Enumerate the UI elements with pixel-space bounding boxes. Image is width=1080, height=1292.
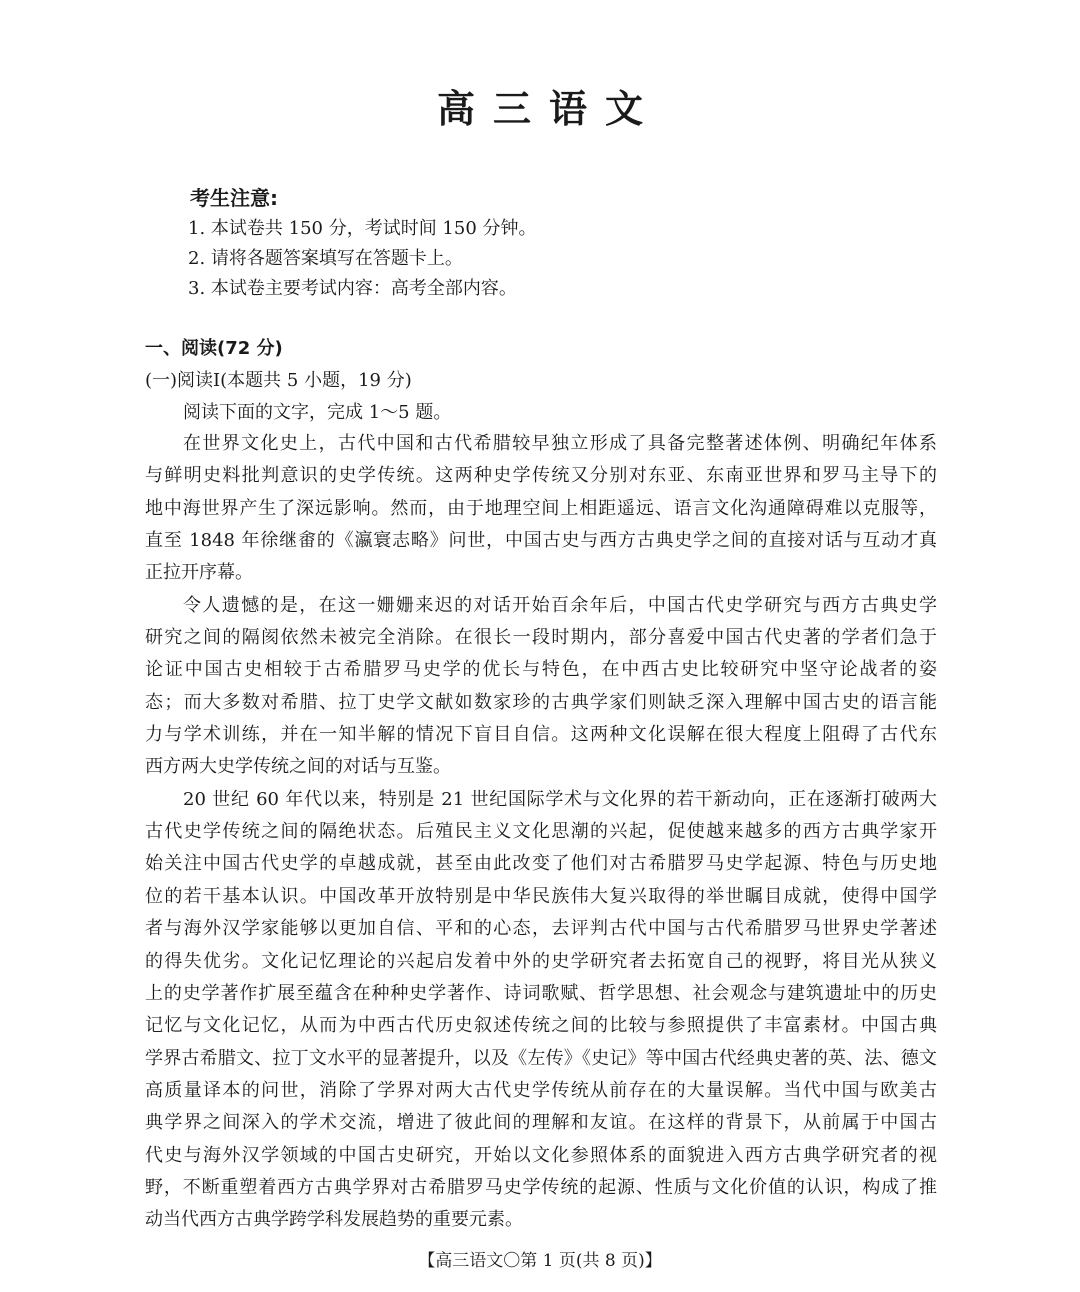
exam-title: 高三语文 [436, 87, 661, 131]
passage-line: 记忆与文化记忆，从而为中西古代历史叙述传统之间的比较与参照提供了丰富素材。中国古典 [145, 1015, 937, 1037]
notice-item: 1. 本试卷共 150 分，考试时间 150 分钟。 [188, 218, 537, 239]
reading-instruction: 阅读下面的文字，完成 1～5 题。 [183, 402, 452, 423]
passage-line: 高质量译本的问世，消除了学界对两大古代史学传统从前存在的大量误解。当代中国与欧美古 [145, 1079, 937, 1101]
reading-passage [145, 428, 937, 1237]
passage-line: 在世界文化史上，古代中国和古代希腊较早独立形成了具备完整著述体例、明确纪年体系 [183, 433, 937, 454]
passage-line: 学界古希腊文、拉丁文水平的显著提升，以及《左传》《史记》等中国古代经典史著的英、法、德文 [145, 1047, 937, 1069]
page-footer: 【高三语文〇第 1 页(共 8 页)】 [418, 1251, 662, 1271]
passage-line: 者与海外汉学家能够以更加自信、平和的心态，去评判古代中国与古代希腊罗马世界史学著述 [145, 918, 937, 940]
passage-line: 正拉开序幕。 [145, 562, 253, 584]
section-heading: 一、阅读(72 分) [145, 338, 283, 359]
notice-item: 3. 本试卷主要考试内容：高考全部内容。 [188, 278, 517, 299]
passage-line: 直至 1848 年徐继畬的《瀛寰志略》问世，中国古史与西方古典史学之间的直接对话与互动才真 [145, 530, 937, 552]
passage-line: 始关注中国古代史学的卓越成就，甚至由此改变了他们对古希腊罗马史学起源、特色与历史地 [145, 853, 937, 875]
passage-line: 古代史学传统之间的隔绝状态。后殖民主义文化思潮的兴起，促使越来越多的西方古典学家开 [145, 821, 937, 843]
passage-line: 力与学术训练，并在一知半解的情况下盲目自信。这两种文化误解在很大程度上阻碍了古代东 [145, 724, 937, 746]
passage-line: 的得失优劣。文化记忆理论的兴起启发着中外的史学研究者去拓宽自己的视野，将目光从狭义 [145, 950, 937, 972]
passage-line: 20 世纪 60 年代以来，特别是 21 世纪国际学术与文化界的若干新动向，正在逐渐打破两大 [183, 788, 937, 810]
passage-line: 位的若干基本认识。中国改革开放特别是中华民族伟大复兴取得的举世瞩目成就，使得中国学 [145, 885, 937, 907]
passage-line: 与鲜明史料批判意识的史学传统。这两种史学传统又分别对东亚、东南亚世界和罗马主导下的 [145, 465, 937, 487]
passage-line: 态；而大多数对希腊、拉丁史学文献如数家珍的古典学家们则缺乏深入理解中国古史的语言能 [145, 691, 937, 713]
passage-line: 地中海世界产生了深远影响。然而，由于地理空间上相距遥远、语言文化沟通障碍难以克服等， [145, 497, 937, 519]
passage-line: 西方两大史学传统之间的对话与互鉴。 [145, 756, 451, 778]
notice-heading: 考生注意: [190, 186, 278, 210]
passage-line: 典学界之间深入的学术交流，增进了彼此间的理解和友谊。在这样的背景下，从前属于中国古 [145, 1112, 937, 1134]
subsection-heading: (一)阅读Ⅰ(本题共 5 小题，19 分) [145, 370, 412, 391]
passage-line: 上的史学著作扩展至蕴含在种种史学著作、诗词歌赋、哲学思想、社会观念与建筑遗址中的历史 [145, 982, 937, 1004]
passage-line: 令人遗憾的是，在这一姗姗来迟的对话开始百余年后，中国古代史学研究与西方古典史学 [183, 594, 937, 616]
notice-item: 2. 请将各题答案填写在答题卡上。 [188, 248, 463, 269]
passage-line: 代史与海外汉学领域的中国古史研究，开始以文化参照体系的面貌进入西方古典学研究者的视 [145, 1144, 937, 1166]
passage-line: 研究之间的隔阂依然未被完全消除。在很长一段时期内，部分喜爱中国古代史著的学者们急于 [145, 627, 937, 649]
passage-line: 论证中国古史相较于古希腊罗马史学的优长与特色，在中西古史比较研究中坚守论战者的姿 [145, 659, 937, 681]
passage-line: 野，不断重塑着西方古典学界对古希腊罗马史学传统的起源、性质与文化价值的认识，构成了推 [145, 1176, 937, 1198]
passage-line: 动当代西方古典学跨学科发展趋势的重要元素。 [145, 1209, 523, 1231]
